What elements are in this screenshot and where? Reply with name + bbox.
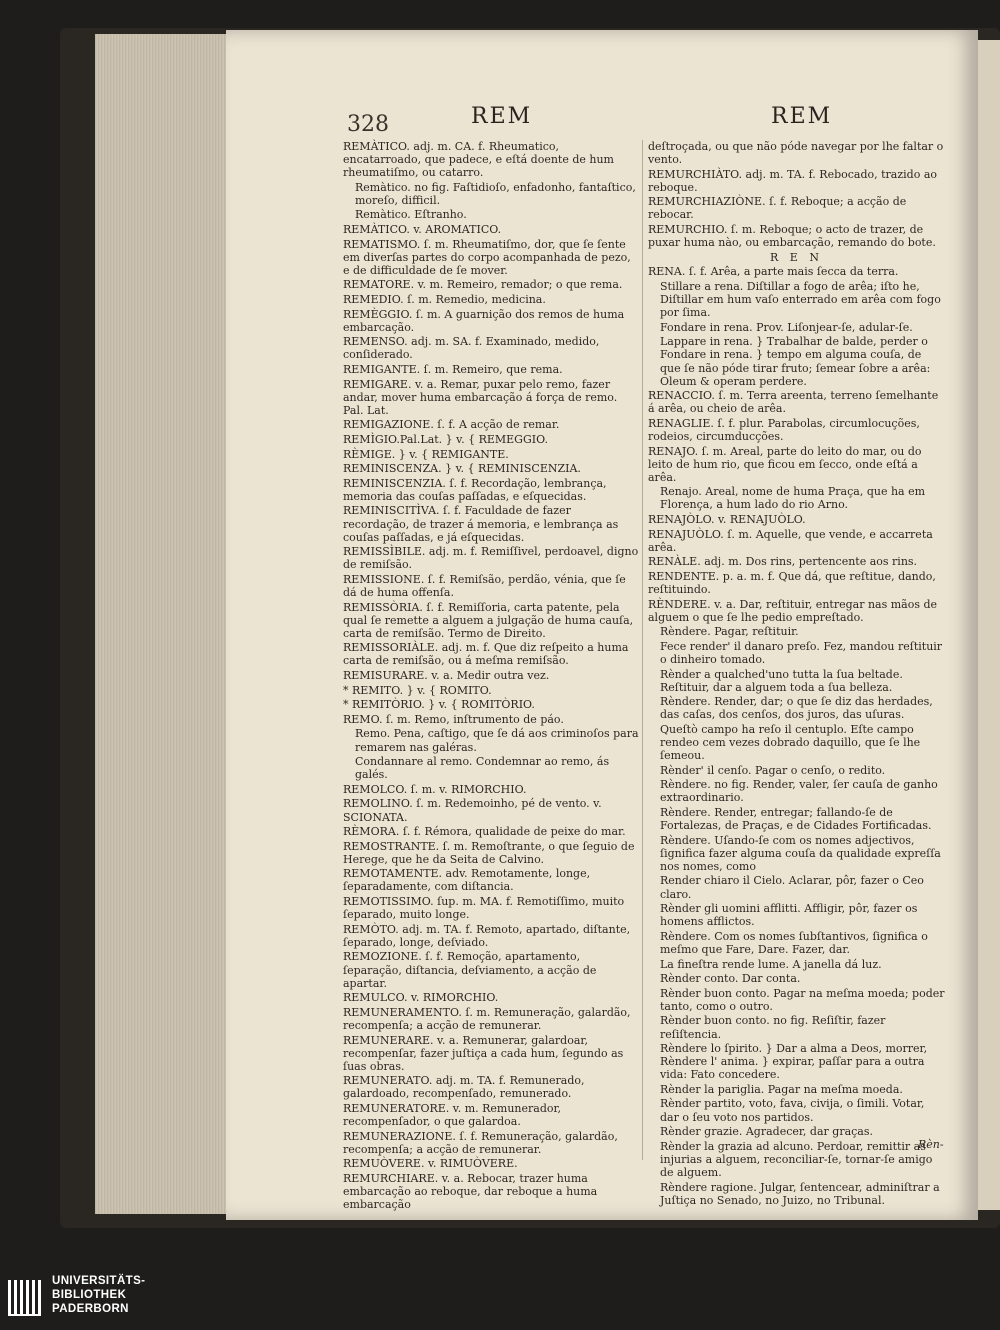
entry: Rèndere. Uſando-ſe com os nomes adjectivos, ſignifica fazer alguma couſa da qualidade expreſſa nos nomes, como	[660, 833, 941, 873]
logo-line: UNIVERSITÄTS-	[52, 1275, 146, 1287]
entry: REMISSÒRIA. ſ. f. Remiſſoria, carta patente, pela qual ſe remette a alguem a julgação de huma cauſa, carta de remiſsão. Termo de Direito.	[343, 600, 634, 640]
entry: REMOLCO. ſ. m. v. RIMORCHIO.	[343, 782, 527, 796]
entry: REMUNERARE. v. a. Remunerar, galardoar, recompenſar, fazer juſtiça a cada hum, ſegundo as ſuas obras.	[343, 1033, 624, 1073]
entry: REMATISMO. ſ. m. Rheumatiſmo, dor, que ſe ſente em diverſas partes do corpo acompanhada de pezo, e de difficuldade de ſe mover.	[343, 237, 631, 277]
entry: RÈNDERE. v. a. Dar, reſtituir, entregar nas mãos de alguem o que ſe lhe pedio empreſtado.	[648, 597, 938, 624]
entry: Rèndere. Pagar, reſtituir.	[660, 625, 799, 639]
entry: Rènder buon conto. no fig. Reſiſtir, fazer reſiſtencia.	[660, 1014, 886, 1041]
entry: Rènder conto. Dar conta.	[660, 972, 801, 986]
entry: deſtroçada, ou que não póde navegar por lhe faltar o vento.	[648, 140, 944, 167]
section-heading: R E N	[770, 250, 823, 264]
entry: RENÀLE. adj. m. Dos rins, pertencente aos rins.	[648, 555, 918, 569]
entry: RENAJUÒLO. ſ. m. Aquelle, que vende, e accarreta arêa.	[648, 527, 933, 554]
entry: REMISSIONE. ſ. f. Remiſsão, perdão, vénia, que ſe dá de huma offenſa.	[343, 572, 626, 599]
entry: REMULCO. v. RIMORCHIO.	[343, 991, 499, 1005]
entry: REMURCHIAZIÒNE. ſ. f. Reboque; a acção de rebocar.	[648, 195, 907, 222]
left-column	[343, 140, 640, 1212]
entry: Rènder a qualched'uno tutta la ſua beltade. Reſtituir, dar a alguem toda a ſua belleza.	[660, 667, 903, 694]
right-running-head: REM	[771, 104, 833, 129]
entry: REMUNERAMENTO. ſ. m. Remuneração, galardão, recompenſa; a acção de remunerar.	[343, 1005, 631, 1032]
entry: Rènder partito, voto, fava, civija, o ſimili. Votar, dar o ſeu voto nos partidos.	[660, 1097, 925, 1124]
entry: Rènder la grazia ad alcuno. Perdoar, remittir as injurias a alguem, reconciliar-ſe, tornar-ſe amigo de alguem.	[660, 1139, 933, 1179]
entry: Lappare in rena. } Trabalhar de balde, perder o Fondare in rena. } tempo em alguma couſa, de que ſe não póde tirar fruto; ſemear ſobre a arêa: Oleum & operam perdere.	[660, 335, 931, 388]
entry: Rènder gli uomini afflitti. Affligir, pôr, fazer os homens afflictos.	[660, 902, 918, 929]
entry: Fondare in rena. Prov. Liſonjear-ſe, adular-ſe.	[660, 320, 913, 334]
entry: Rènder buon conto. Pagar na meſma moeda; poder tanto, como o outro.	[660, 986, 945, 1013]
entry: REMENSO. adj. m. SA. f. Examinado, medido, conſiderado.	[343, 335, 600, 362]
entry: RENACCIO. ſ. m. Terra areenta, terreno ſemelhante á arêa, ou cheio de arêa.	[648, 389, 939, 416]
entry: REMUNERATORE. v. m. Remunerador, recompenſador, o que galardoa.	[343, 1101, 562, 1129]
entry: REMINISCITÌVA. ſ. f. Faculdade de fazer recordação, de trazer á memoria, e lembrança as couſas paſſadas, e já eſquecidas.	[343, 504, 619, 544]
entry: REMÀTICO. v. AROMATICO.	[343, 223, 502, 237]
entry: REMATORE. v. m. Remeiro, remador; o que rema.	[343, 278, 623, 292]
entry: RENAJÒLO. v. RENAJUÒLO.	[648, 513, 806, 527]
entry: REMUÒVERE. v. RIMUÒVERE.	[343, 1157, 518, 1171]
entry: REMIGARE. v. a. Remar, puxar pelo remo, fazer andar, mover huma embarcação á força de remo. Pal. Lat.	[343, 377, 618, 417]
entry: RENAGLIE. ſ. f. plur. Parabolas, circumlocuções, rodeios, circumducções.	[648, 416, 920, 443]
library-logo-text	[52, 1274, 145, 1316]
entry: REMOSTRANTE. ſ. m. Remoſtrante, o que ſeguio de Herege, que he da Seita de Calvino.	[343, 839, 635, 866]
entry: RENA. ſ. f. Arêa, a parte mais ſecca da terra.	[648, 265, 899, 279]
entry: Rèndere ragione. Julgar, ſentencear, adminiſtrar a Juſtiça no Senado, no Juizo, no Tribunal.	[660, 1180, 940, 1207]
entry: RENAJO. ſ. m. Areal, parte do leito do mar, ou do leito de hum rio, que ficou em ſecco, onde eſtá a arêa.	[648, 444, 922, 484]
entry: REMEDIO. ſ. m. Remedio, medicina.	[343, 293, 546, 307]
entry: REMINISCENZIA. ſ. f. Recordação, lembrança, memoria das couſas paſſadas, e eſquecidas.	[343, 476, 607, 503]
library-logo-icon	[6, 1276, 48, 1318]
entry: Rènder' il cenſo. Pagar o cenſo, o redito.	[660, 763, 886, 777]
entry: REMINISCENZA. } v. { REMINISCENZIA.	[343, 462, 581, 476]
page-edges	[95, 34, 228, 1214]
entry: Rèndere. Render, entregar; fallando-ſe de Fortalezas, de Praças, e de Cidades Fortificadas.	[660, 806, 932, 833]
entry: Remàtico. Eſtranho.	[355, 208, 467, 222]
entry: REMISSÌBILE. adj. m. f. Remiſſivel, perdoavel, digno de remiſsão.	[343, 545, 639, 572]
logo-line: PADERBORN	[52, 1303, 129, 1315]
entry: REMIGANTE. ſ. m. Remeiro, que rema.	[343, 363, 563, 376]
logo-line: BIBLIOTHEK	[52, 1289, 127, 1301]
entry: REMIGAZIONE. ſ. f. A acção de remar.	[343, 418, 560, 432]
entry: Fece render' il danaro preſo. Fez, mandou reſtituir o dinheiro tomado.	[660, 639, 943, 666]
entry: REMÈGGIO. ſ. m. A guarnição dos remos de huma embarcação.	[343, 307, 625, 334]
entry: Rènder la pariglia. Pagar na meſma moeda.	[660, 1082, 903, 1096]
entry: REMÒTO. adj. m. TA. f. Remoto, apartado, diſtante, ſeparado, longe, deſviado.	[343, 922, 631, 949]
entry: RÈMIGE. } v. { REMIGANTE.	[343, 447, 509, 461]
entry: REMOTISSIMO. ſup. m. MA. f. Remotiſſimo, muito ſeparado, muito longe.	[343, 895, 625, 922]
entry: RÈMORA. ſ. f. Rémora, qualidade de peixe do mar.	[343, 825, 626, 839]
entry: REMÌGIO.Pal.Lat. } v. { REMEGGIO.	[343, 432, 548, 446]
entry: Rènder grazie. Agradecer, dar graças.	[660, 1125, 873, 1139]
entry: Queſtò campo ha reſo il centuplo. Eſte campo rendeo cem vezes dobrado daquillo, que ſe lhe ſemeou.	[660, 722, 921, 763]
entry: REMOZIONE. ſ. f. Remoção, apartamento, ſeparação, diſtancia, deſviamento, a acção de apartar.	[343, 950, 597, 990]
entry: REMISSORIÀLE. adj. m. f. Que diz reſpeito a huma carta de remiſsão, ou á meſma remiſsão.	[343, 641, 629, 668]
left-running-head: REM	[471, 104, 533, 129]
entry: REMUNERAZIONE. ſ. f. Remuneração, galardão, recompenſa; a acção de remunerar.	[343, 1129, 618, 1156]
entry: * REMITÒRIO. } v. { ROMITÒRIO.	[343, 698, 535, 712]
entry: Condannare al remo. Condemnar ao remo, ás galés.	[355, 755, 610, 782]
entry: Remàtico. no fig. Faſtidioſo, enfadonho, fantaſtico, moreſo, difficil.	[355, 180, 636, 207]
entry: RENDENTE. p. a. m. f. Que dá, que reſtitue, dando, reſtituindo.	[648, 569, 936, 596]
entry: REMURCHIÀTO. adj. m. TA. f. Rebocado, trazido ao reboque.	[648, 167, 938, 194]
entry: REMO. ſ. m. Remo, inſtrumento de páo.	[343, 712, 564, 726]
entry: Stillare a rena. Diſtillar a fogo de arêa; iſto he, Diſtillar em hum vaſo enterrado em arêa com fogo por ſima.	[660, 279, 941, 320]
entry: REMÀTICO. adj. m. CA. f. Rheumatico, encatarroado, que padece, e eſtá doente de hum rheumatiſmo, ou catarro.	[343, 140, 614, 180]
entry: Rèndere lo ſpirito. } Dar a alma a Deos, morrer, Rèndere l' anima. } expirar, paſſar para a outra vida: Fato concedere.	[660, 1042, 928, 1082]
entry: Rèndere. Com os nomes ſubſtantivos, ſignifica o meſmo que Fare, Dare. Fazer, dar.	[660, 929, 928, 956]
entry: Rèndere. Render, dar; o que ſe diz das herdades, das caſas, dos cenſos, dos juros, das uſuras.	[660, 695, 933, 722]
column-divider	[642, 140, 643, 1160]
entry: REMURCHIARE. v. a. Rebocar, trazer huma embarcação ao reboque, dar reboque a huma embarcação	[343, 1171, 598, 1212]
entry: * REMITO. } v. { ROMITO.	[343, 683, 492, 697]
entry: REMURCHIO. ſ. m. Reboque; o acto de trazer, de puxar huma nào, ou embarcação, remando do bote.	[648, 223, 936, 250]
catchword: Rèn-	[918, 1138, 944, 1151]
library-logo	[6, 1272, 206, 1324]
entry: La fineſtra rende lume. A janella dá luz.	[660, 957, 882, 971]
entry: REMUNERATO. adj. m. TA. f. Remunerado, galardoado, recompenſado, remunerado.	[343, 1074, 585, 1101]
entry: Renajo. Areal, nome de huma Praça, que ha em Florença, a hum lado do rio Arno.	[660, 485, 926, 512]
next-leaf-edge	[978, 40, 1000, 1210]
right-column	[648, 140, 945, 1207]
entry: REMOLINO. ſ. m. Redemoinho, pé de vento. v. SCIONATA.	[343, 797, 602, 824]
page-number: 328	[347, 112, 389, 137]
entry: Rèndere. no fig. Render, valer, ſer cauſa de ganho extraordinario.	[660, 778, 938, 805]
entry: Render chiaro il Cielo. Aclarar, pôr, fazer o Ceo claro.	[660, 874, 924, 901]
entry: REMISURARE. v. a. Medir outra vez.	[343, 669, 550, 683]
entry: REMOTAMENTE. adv. Remotamente, longe, ſeparadamente, com diſtancia.	[343, 867, 591, 894]
entry: Remo. Pena, caſtigo, que ſe dá aos criminoſos para remarem nas galéras.	[355, 727, 639, 754]
